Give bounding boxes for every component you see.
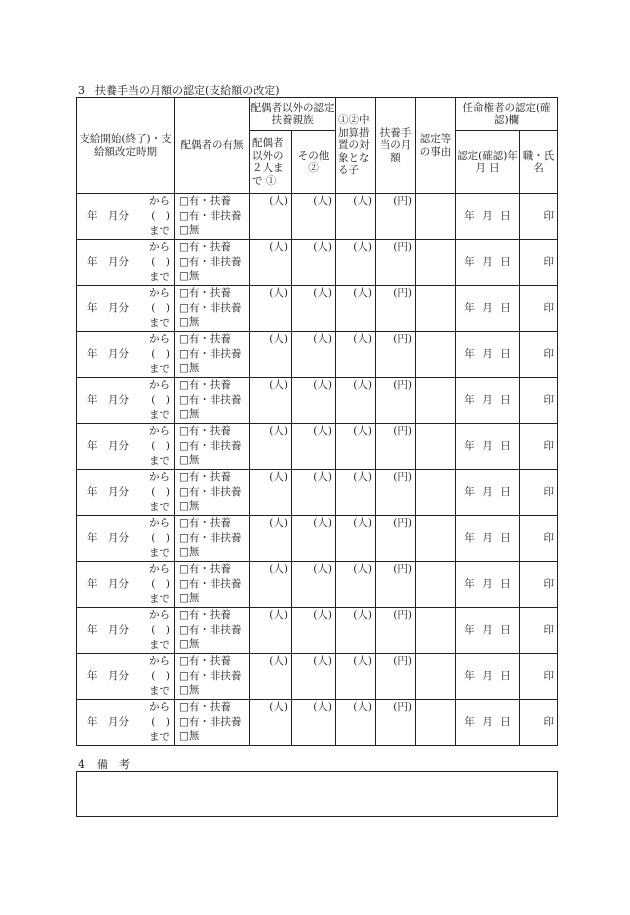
- spouse-nondependent-checkbox[interactable]: □有・非扶養: [179, 439, 242, 452]
- child-count[interactable]: (人): [336, 608, 376, 654]
- section-3-title: [78, 84, 280, 97]
- paren-label: ( ): [151, 256, 170, 268]
- table-row: [77, 516, 558, 562]
- spouse-options: [175, 470, 250, 516]
- table-row: [77, 608, 558, 654]
- dependents-two-count[interactable]: (人): [250, 194, 292, 240]
- header-spouse: 配偶者の有無: [175, 98, 250, 194]
- seal-cell[interactable]: 印: [520, 424, 558, 470]
- paren-label: ( ): [151, 716, 170, 728]
- header-monthly-amount: 扶養手当の月額: [376, 98, 416, 194]
- seal-cell[interactable]: 印: [520, 516, 558, 562]
- year-month-label: 年 月分: [87, 578, 129, 590]
- monthly-amount[interactable]: (円): [376, 240, 416, 286]
- child-count[interactable]: (人): [336, 240, 376, 286]
- dependents-two-count[interactable]: (人): [250, 286, 292, 332]
- dependents-other-count[interactable]: (人): [292, 286, 336, 332]
- until-label: まで: [149, 225, 170, 237]
- header-confirm-date: 認定(確認)年 月 日: [456, 131, 520, 194]
- dependents-other-count[interactable]: (人): [292, 654, 336, 700]
- spouse-dependent-checkbox[interactable]: □有・扶養: [179, 287, 231, 299]
- spouse-dependent-checkbox[interactable]: □有・扶養: [179, 609, 231, 621]
- dependents-other-count[interactable]: (人): [292, 194, 336, 240]
- spouse-nondependent-checkbox[interactable]: □有・非扶養: [179, 485, 242, 498]
- dependents-other-count[interactable]: (人): [292, 332, 336, 378]
- from-label: から: [149, 471, 170, 483]
- monthly-amount[interactable]: (円): [376, 700, 416, 746]
- seal-cell[interactable]: 印: [520, 378, 558, 424]
- section-4-title-text: 備 考: [97, 758, 130, 771]
- monthly-amount[interactable]: (円): [376, 470, 416, 516]
- table-row: [77, 332, 558, 378]
- until-label: まで: [149, 317, 170, 329]
- paren-label: ( ): [151, 394, 170, 406]
- spouse-dependent-checkbox[interactable]: □有・扶養: [179, 425, 231, 437]
- monthly-amount[interactable]: (円): [376, 516, 416, 562]
- child-count[interactable]: (人): [336, 424, 376, 470]
- dependents-other-count[interactable]: (人): [292, 516, 336, 562]
- reason-cell[interactable]: [416, 286, 456, 332]
- child-count[interactable]: (人): [336, 700, 376, 746]
- confirm-date-cell[interactable]: 年 月 日: [456, 240, 520, 286]
- from-label: から: [149, 701, 170, 713]
- monthly-amount[interactable]: (円): [376, 424, 416, 470]
- until-label: まで: [149, 547, 170, 559]
- reason-cell[interactable]: [416, 240, 456, 286]
- paren-label: ( ): [151, 670, 170, 682]
- spouse-dependent-checkbox[interactable]: □有・扶養: [179, 517, 231, 529]
- from-label: から: [149, 333, 170, 345]
- dependents-two-count[interactable]: (人): [250, 700, 292, 746]
- child-count[interactable]: (人): [336, 378, 376, 424]
- confirm-date-cell[interactable]: 年 月 日: [456, 470, 520, 516]
- confirm-date-cell[interactable]: 年 月 日: [456, 424, 520, 470]
- from-label: から: [149, 195, 170, 207]
- paren-label: ( ): [151, 624, 170, 636]
- spouse-none-checkbox[interactable]: □無: [179, 638, 200, 650]
- paren-label: ( ): [151, 302, 170, 314]
- dependents-two-count[interactable]: (人): [250, 378, 292, 424]
- section-4-number: 4: [78, 758, 85, 771]
- from-label: から: [149, 379, 170, 391]
- seal-cell[interactable]: 印: [520, 608, 558, 654]
- spouse-none-checkbox[interactable]: □無: [179, 362, 200, 374]
- spouse-none-checkbox[interactable]: □無: [179, 454, 200, 466]
- year-month-label: 年 月分: [87, 440, 129, 452]
- period-cell[interactable]: [77, 654, 175, 700]
- spouse-options: [175, 286, 250, 332]
- spouse-options: [175, 700, 250, 746]
- year-month-label: 年 月分: [87, 210, 129, 222]
- child-count[interactable]: (人): [336, 516, 376, 562]
- until-label: まで: [149, 501, 170, 513]
- dependents-two-count[interactable]: (人): [250, 240, 292, 286]
- dependents-other-count[interactable]: (人): [292, 424, 336, 470]
- spouse-none-checkbox[interactable]: □無: [179, 408, 200, 420]
- reason-cell[interactable]: [416, 194, 456, 240]
- seal-cell[interactable]: 印: [520, 194, 558, 240]
- year-month-label: 年 月分: [87, 532, 129, 544]
- monthly-amount[interactable]: (円): [376, 608, 416, 654]
- section-3-number: 3: [78, 84, 85, 97]
- spouse-options: [175, 378, 250, 424]
- dependents-two-count[interactable]: (人): [250, 608, 292, 654]
- spouse-none-checkbox[interactable]: □無: [179, 730, 200, 742]
- monthly-amount[interactable]: (円): [376, 286, 416, 332]
- spouse-dependent-checkbox[interactable]: □有・扶養: [179, 241, 231, 253]
- spouse-none-checkbox[interactable]: □無: [179, 500, 200, 512]
- table-row: [77, 700, 558, 746]
- child-count[interactable]: (人): [336, 286, 376, 332]
- from-label: から: [149, 655, 170, 667]
- header-dependents-two: 配偶者以外の２人まで ①: [250, 131, 292, 194]
- until-label: まで: [149, 639, 170, 651]
- paren-label: ( ): [151, 532, 170, 544]
- from-label: から: [149, 517, 170, 529]
- spouse-dependent-checkbox[interactable]: □有・扶養: [179, 333, 231, 345]
- confirm-date-cell[interactable]: 年 月 日: [456, 378, 520, 424]
- spouse-options: [175, 562, 250, 608]
- spouse-nondependent-checkbox[interactable]: □有・非扶養: [179, 577, 242, 590]
- confirm-date-cell[interactable]: 年 月 日: [456, 608, 520, 654]
- reason-cell[interactable]: [416, 700, 456, 746]
- confirm-date-cell[interactable]: 年 月 日: [456, 332, 520, 378]
- paren-label: ( ): [151, 486, 170, 498]
- spouse-nondependent-checkbox[interactable]: □有・非扶養: [179, 623, 242, 636]
- spouse-options: [175, 608, 250, 654]
- spouse-options: [175, 240, 250, 286]
- child-count[interactable]: (人): [336, 562, 376, 608]
- reason-cell[interactable]: [416, 516, 456, 562]
- spouse-nondependent-checkbox[interactable]: □有・非扶養: [179, 531, 242, 544]
- reason-cell[interactable]: [416, 562, 456, 608]
- seal-cell[interactable]: 印: [520, 562, 558, 608]
- header-title-name: 職・氏名: [520, 131, 558, 194]
- reason-cell[interactable]: [416, 332, 456, 378]
- reason-cell[interactable]: [416, 608, 456, 654]
- seal-cell[interactable]: 印: [520, 470, 558, 516]
- year-month-label: 年 月分: [87, 670, 129, 682]
- dependents-other-count[interactable]: (人): [292, 240, 336, 286]
- year-month-label: 年 月分: [87, 348, 129, 360]
- dependent-allowance-table: [76, 97, 558, 746]
- year-month-label: 年 月分: [87, 394, 129, 406]
- spouse-none-checkbox[interactable]: □無: [179, 592, 200, 604]
- child-count[interactable]: (人): [336, 470, 376, 516]
- reason-cell[interactable]: [416, 424, 456, 470]
- spouse-none-checkbox[interactable]: □無: [179, 684, 200, 696]
- spouse-dependent-checkbox[interactable]: □有・扶養: [179, 563, 231, 575]
- from-label: から: [149, 609, 170, 621]
- table-row: [77, 470, 558, 516]
- header-authority-group: 任命権者の認定(確認)欄: [456, 98, 558, 131]
- spouse-none-checkbox[interactable]: □無: [179, 546, 200, 558]
- period-cell[interactable]: [77, 424, 175, 470]
- spouse-dependent-checkbox[interactable]: □有・扶養: [179, 195, 231, 207]
- header-dependents-group: 配偶者以外の認定扶養親族: [250, 98, 336, 131]
- dependents-two-count[interactable]: (人): [250, 424, 292, 470]
- from-label: から: [149, 425, 170, 437]
- year-month-label: 年 月分: [87, 302, 129, 314]
- reason-cell[interactable]: [416, 654, 456, 700]
- spouse-options: [175, 332, 250, 378]
- monthly-amount[interactable]: (円): [376, 332, 416, 378]
- year-month-label: 年 月分: [87, 624, 129, 636]
- spouse-none-checkbox[interactable]: □無: [179, 316, 200, 328]
- until-label: まで: [149, 363, 170, 375]
- table-row: [77, 654, 558, 700]
- paren-label: ( ): [151, 348, 170, 360]
- spouse-nondependent-checkbox[interactable]: □有・非扶養: [179, 301, 242, 314]
- spouse-options: [175, 424, 250, 470]
- reason-cell[interactable]: [416, 470, 456, 516]
- dependents-other-count[interactable]: (人): [292, 378, 336, 424]
- table-row: [77, 562, 558, 608]
- spouse-none-checkbox[interactable]: □無: [179, 270, 200, 282]
- confirm-date-cell[interactable]: 年 月 日: [456, 286, 520, 332]
- from-label: から: [149, 563, 170, 575]
- reason-cell[interactable]: [416, 378, 456, 424]
- seal-cell[interactable]: 印: [520, 654, 558, 700]
- period-cell[interactable]: [77, 194, 175, 240]
- spouse-nondependent-checkbox[interactable]: □有・非扶養: [179, 393, 242, 406]
- period-cell[interactable]: [77, 240, 175, 286]
- confirm-date-cell[interactable]: 年 月 日: [456, 562, 520, 608]
- period-cell[interactable]: [77, 470, 175, 516]
- spouse-options: [175, 516, 250, 562]
- period-cell[interactable]: [77, 286, 175, 332]
- dependents-other-count[interactable]: (人): [292, 470, 336, 516]
- period-cell[interactable]: [77, 332, 175, 378]
- year-month-label: 年 月分: [87, 716, 129, 728]
- monthly-amount[interactable]: (円): [376, 654, 416, 700]
- table-row: [77, 378, 558, 424]
- seal-cell[interactable]: 印: [520, 240, 558, 286]
- until-label: まで: [149, 685, 170, 697]
- header-period: 支給開始(終了)・支給額改定時期: [77, 98, 175, 194]
- paren-label: ( ): [151, 578, 170, 590]
- section-4-title: [78, 758, 130, 771]
- period-cell[interactable]: [77, 700, 175, 746]
- spouse-nondependent-checkbox[interactable]: □有・非扶養: [179, 347, 242, 360]
- spouse-nondependent-checkbox[interactable]: □有・非扶養: [179, 669, 242, 682]
- header-reason: 認定等の事由: [416, 98, 456, 194]
- dependents-two-count[interactable]: (人): [250, 470, 292, 516]
- year-month-label: 年 月分: [87, 486, 129, 498]
- dependents-other-count[interactable]: (人): [292, 562, 336, 608]
- until-label: まで: [149, 271, 170, 283]
- from-label: から: [149, 241, 170, 253]
- until-label: まで: [149, 455, 170, 467]
- spouse-dependent-checkbox[interactable]: □有・扶養: [179, 701, 231, 713]
- child-count[interactable]: (人): [336, 332, 376, 378]
- dependents-two-count[interactable]: (人): [250, 654, 292, 700]
- spouse-dependent-checkbox[interactable]: □有・扶養: [179, 379, 231, 391]
- period-cell[interactable]: [77, 562, 175, 608]
- period-cell[interactable]: [77, 608, 175, 654]
- confirm-date-cell[interactable]: 年 月 日: [456, 700, 520, 746]
- paren-label: ( ): [151, 210, 170, 222]
- until-label: まで: [149, 731, 170, 743]
- year-month-label: 年 月分: [87, 256, 129, 268]
- table-row: [77, 424, 558, 470]
- dependents-two-count[interactable]: (人): [250, 332, 292, 378]
- paren-label: ( ): [151, 440, 170, 452]
- table-row: [77, 240, 558, 286]
- confirm-date-cell[interactable]: 年 月 日: [456, 516, 520, 562]
- spouse-dependent-checkbox[interactable]: □有・扶養: [179, 655, 231, 667]
- header-child: ①②中加算措置の対象となる子: [336, 98, 376, 194]
- section-3-title-text: 扶養手当の月額の認定(支給額の改定): [95, 84, 280, 97]
- spouse-none-checkbox[interactable]: □無: [179, 224, 200, 236]
- period-cell[interactable]: [77, 378, 175, 424]
- spouse-dependent-checkbox[interactable]: □有・扶養: [179, 471, 231, 483]
- header-dependents-other: その他 ②: [292, 131, 336, 194]
- period-cell[interactable]: [77, 516, 175, 562]
- confirm-date-cell[interactable]: 年 月 日: [456, 194, 520, 240]
- dependents-other-count[interactable]: (人): [292, 700, 336, 746]
- dependents-other-count[interactable]: (人): [292, 608, 336, 654]
- notes-field[interactable]: [76, 771, 558, 817]
- table-row: [77, 194, 558, 240]
- spouse-options: [175, 194, 250, 240]
- monthly-amount[interactable]: (円): [376, 562, 416, 608]
- child-count[interactable]: (人): [336, 654, 376, 700]
- spouse-nondependent-checkbox[interactable]: □有・非扶養: [179, 209, 242, 222]
- seal-cell[interactable]: 印: [520, 700, 558, 746]
- table-row: [77, 286, 558, 332]
- seal-cell[interactable]: 印: [520, 286, 558, 332]
- dependents-two-count[interactable]: (人): [250, 562, 292, 608]
- spouse-nondependent-checkbox[interactable]: □有・非扶養: [179, 255, 242, 268]
- child-count[interactable]: (人): [336, 194, 376, 240]
- spouse-options: [175, 654, 250, 700]
- spouse-nondependent-checkbox[interactable]: □有・非扶養: [179, 715, 242, 728]
- dependents-two-count[interactable]: (人): [250, 516, 292, 562]
- monthly-amount[interactable]: (円): [376, 378, 416, 424]
- seal-cell[interactable]: 印: [520, 332, 558, 378]
- confirm-date-cell[interactable]: 年 月 日: [456, 654, 520, 700]
- until-label: まで: [149, 593, 170, 605]
- table-body: [77, 194, 558, 746]
- from-label: から: [149, 287, 170, 299]
- monthly-amount[interactable]: (円): [376, 194, 416, 240]
- until-label: まで: [149, 409, 170, 421]
